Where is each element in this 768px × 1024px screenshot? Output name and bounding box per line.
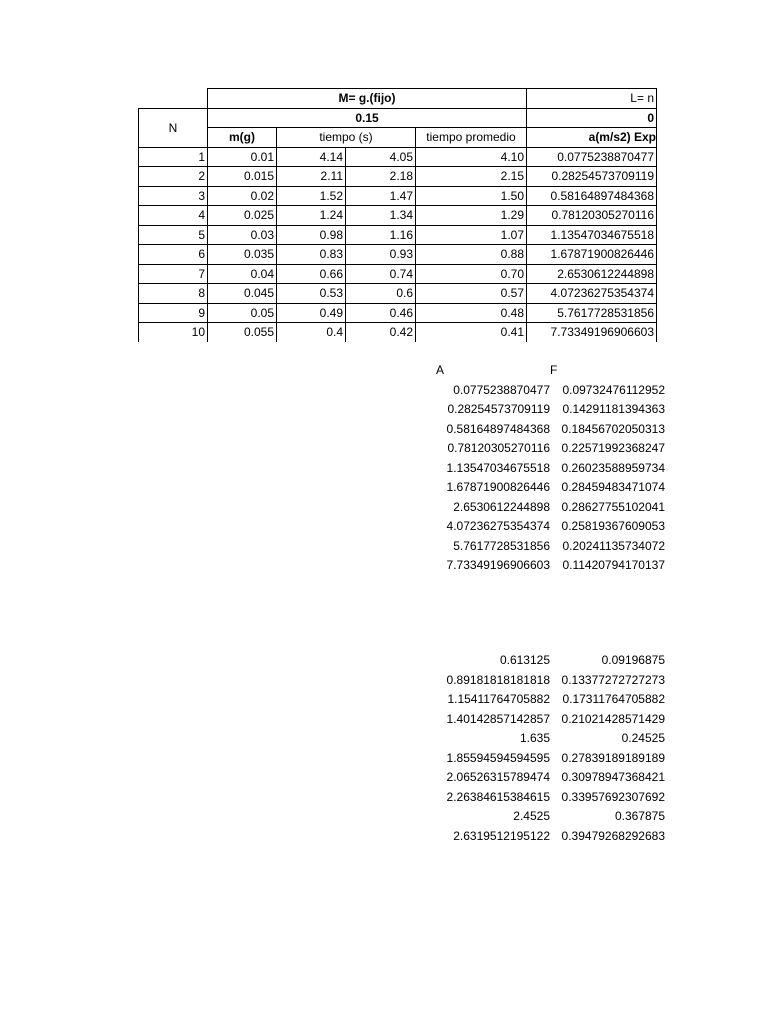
a-value: 2.6319512195122 bbox=[453, 828, 550, 843]
f-header: F bbox=[550, 363, 558, 377]
time-2-cell: 2.18 bbox=[346, 167, 416, 187]
time-1-cell: 0.98 bbox=[277, 225, 346, 245]
table-row bbox=[139, 167, 657, 187]
time-2-cell: 4.05 bbox=[346, 147, 416, 167]
table-row bbox=[139, 206, 657, 226]
f-value: 0.14291181394363 bbox=[562, 402, 665, 416]
a-value: 1.40142857142857 bbox=[446, 711, 550, 726]
a-f-row bbox=[420, 671, 665, 691]
table-row bbox=[139, 264, 657, 284]
empty-cell bbox=[139, 89, 208, 109]
a-value: 0.58164897484368 bbox=[446, 421, 550, 436]
time-column-header: tiempo (s) bbox=[277, 128, 416, 148]
table-row bbox=[139, 245, 657, 265]
avg-time-cell: 0.41 bbox=[416, 323, 527, 343]
a-header: A bbox=[436, 363, 445, 377]
f-value: 0.367875 bbox=[614, 809, 665, 823]
row-number-cell: 7 bbox=[139, 264, 208, 284]
table-header-row-1 bbox=[139, 89, 657, 109]
data-table bbox=[138, 88, 657, 342]
table-row bbox=[139, 225, 657, 245]
mass-cell: 0.055 bbox=[208, 323, 277, 343]
a-f-row bbox=[420, 420, 670, 440]
a-f-row bbox=[420, 537, 670, 557]
a-value: 1.67871900826446 bbox=[446, 480, 550, 494]
a-f-row bbox=[420, 478, 670, 498]
a-value: 0.613125 bbox=[499, 653, 550, 667]
a-value: 1.635 bbox=[519, 731, 550, 745]
mass-cell: 0.04 bbox=[208, 264, 277, 284]
a-f-row bbox=[420, 749, 665, 769]
row-number-cell: 1 bbox=[139, 147, 208, 167]
avg-time-cell: 0.88 bbox=[416, 245, 527, 265]
row-number-cell: 6 bbox=[139, 245, 208, 265]
length-value: 0 bbox=[527, 108, 657, 128]
time-2-cell: 1.34 bbox=[346, 206, 416, 226]
a-f-row bbox=[420, 439, 670, 459]
accel-cell: 0.28254573709119 bbox=[527, 167, 657, 187]
f-value: 0.09732476112952 bbox=[562, 382, 665, 397]
f-value: 0.24525 bbox=[621, 731, 665, 745]
accel-cell: 0.58164897484368 bbox=[527, 186, 657, 206]
table-row bbox=[139, 186, 657, 206]
table-row bbox=[139, 303, 657, 323]
mass-cell: 0.01 bbox=[208, 147, 277, 167]
f-value: 0.33957692307692 bbox=[561, 789, 665, 804]
a-f-row bbox=[420, 807, 665, 827]
a-value: 0.28254573709119 bbox=[447, 402, 550, 416]
row-number-cell: 2 bbox=[139, 167, 208, 187]
time-2-cell: 0.74 bbox=[346, 264, 416, 284]
a-f-row bbox=[420, 517, 670, 537]
avg-time-cell: 1.50 bbox=[416, 186, 527, 206]
time-2-cell: 1.47 bbox=[346, 186, 416, 206]
mass-cell: 0.035 bbox=[208, 245, 277, 265]
accel-cell: 1.67871900826446 bbox=[527, 245, 657, 265]
a-f-row bbox=[420, 651, 665, 671]
accel-cell: 5.7617728531856 bbox=[527, 303, 657, 323]
avg-time-cell: 1.29 bbox=[416, 206, 527, 226]
time-1-cell: 0.49 bbox=[277, 303, 346, 323]
a-value: 1.15411764705882 bbox=[447, 692, 550, 706]
mass-cell: 0.05 bbox=[208, 303, 277, 323]
a-value: 2.4525 bbox=[513, 809, 550, 823]
avg-time-cell: 1.07 bbox=[416, 225, 527, 245]
accel-cell: 0.0775238870477 bbox=[527, 147, 657, 167]
a-f-row bbox=[420, 729, 665, 749]
time-1-cell: 2.11 bbox=[277, 167, 346, 187]
a-f-row bbox=[420, 498, 670, 518]
row-number-cell: 9 bbox=[139, 303, 208, 323]
a-value: 0.78120305270116 bbox=[447, 441, 550, 455]
accel-cell: 2.6530612244898 bbox=[527, 264, 657, 284]
mass-cell: 0.025 bbox=[208, 206, 277, 226]
accel-cell: 0.78120305270116 bbox=[527, 206, 657, 226]
a-value: 2.26384615384615 bbox=[446, 789, 550, 804]
a-value: 7.73349196906603 bbox=[446, 558, 550, 572]
avg-time-column-header: tiempo promedio bbox=[416, 128, 527, 148]
table-row bbox=[139, 147, 657, 167]
data-table-region bbox=[138, 88, 667, 342]
table-header-row-2 bbox=[139, 108, 657, 128]
a-f-row bbox=[420, 381, 670, 401]
time-2-cell: 1.16 bbox=[346, 225, 416, 245]
a-value: 2.6530612244898 bbox=[453, 499, 550, 514]
a-f-row bbox=[420, 710, 665, 730]
f-value: 0.21021428571429 bbox=[561, 711, 665, 726]
time-2-cell: 0.42 bbox=[346, 323, 416, 343]
a-f-row bbox=[420, 827, 665, 847]
f-value: 0.17311764705882 bbox=[562, 692, 665, 706]
a-f-block-2 bbox=[420, 651, 665, 846]
mass-header: M= g.(fijo) bbox=[208, 89, 527, 109]
row-number-cell: 4 bbox=[139, 206, 208, 226]
f-value: 0.28459483471074 bbox=[561, 480, 665, 494]
time-1-cell: 4.14 bbox=[277, 147, 346, 167]
row-number-cell: 3 bbox=[139, 186, 208, 206]
f-value: 0.25819367609053 bbox=[561, 519, 665, 533]
time-1-cell: 0.83 bbox=[277, 245, 346, 265]
a-value: 1.85594594594595 bbox=[446, 750, 550, 765]
time-2-cell: 0.46 bbox=[346, 303, 416, 323]
a-value: 4.07236275354374 bbox=[446, 519, 550, 533]
f-value: 0.27839189189189 bbox=[561, 750, 665, 765]
n-column-header: N bbox=[139, 108, 208, 147]
a-f-header-row bbox=[420, 361, 670, 381]
f-value: 0.22571992368247 bbox=[561, 441, 665, 455]
mass-cell: 0.045 bbox=[208, 284, 277, 304]
row-number-cell: 5 bbox=[139, 225, 208, 245]
accel-column-header: a(m/s2) Exp bbox=[527, 128, 657, 148]
length-header: L= n bbox=[527, 89, 657, 109]
mass-cell: 0.03 bbox=[208, 225, 277, 245]
table-header-row-3 bbox=[139, 128, 657, 148]
f-value: 0.13377272727273 bbox=[561, 672, 665, 687]
a-f-row bbox=[420, 400, 670, 420]
table-row bbox=[139, 323, 657, 343]
a-value: 2.06526315789474 bbox=[446, 770, 550, 784]
f-value: 0.30978947368421 bbox=[561, 770, 665, 784]
accel-cell: 1.13547034675518 bbox=[527, 225, 657, 245]
a-value: 0.0775238870477 bbox=[453, 382, 550, 397]
avg-time-cell: 0.57 bbox=[416, 284, 527, 304]
time-2-cell: 0.6 bbox=[346, 284, 416, 304]
avg-time-cell: 0.70 bbox=[416, 264, 527, 284]
time-1-cell: 0.4 bbox=[277, 323, 346, 343]
a-f-row bbox=[420, 459, 670, 479]
row-number-cell: 10 bbox=[139, 323, 208, 343]
avg-time-cell: 4.10 bbox=[416, 147, 527, 167]
mass-value: 0.15 bbox=[208, 108, 527, 128]
f-value: 0.11420794170137 bbox=[562, 558, 665, 572]
f-value: 0.20241135734072 bbox=[562, 538, 665, 553]
a-f-block-1 bbox=[420, 361, 670, 576]
f-value: 0.28627755102041 bbox=[561, 499, 665, 514]
mass-cell: 0.02 bbox=[208, 186, 277, 206]
accel-cell: 4.07236275354374 bbox=[527, 284, 657, 304]
f-value: 0.09196875 bbox=[601, 653, 665, 667]
a-value: 5.7617728531856 bbox=[453, 538, 550, 553]
mass-column-header: m(g) bbox=[208, 128, 277, 148]
a-f-row bbox=[420, 690, 665, 710]
row-number-cell: 8 bbox=[139, 284, 208, 304]
f-value: 0.39479268292683 bbox=[561, 828, 665, 843]
a-value: 0.89181818181818 bbox=[446, 672, 550, 687]
a-f-row bbox=[420, 556, 670, 576]
table-row bbox=[139, 284, 657, 304]
time-1-cell: 0.66 bbox=[277, 264, 346, 284]
time-1-cell: 1.52 bbox=[277, 186, 346, 206]
avg-time-cell: 2.15 bbox=[416, 167, 527, 187]
time-1-cell: 1.24 bbox=[277, 206, 346, 226]
time-2-cell: 0.93 bbox=[346, 245, 416, 265]
f-value: 0.26023588959734 bbox=[561, 460, 665, 475]
mass-cell: 0.015 bbox=[208, 167, 277, 187]
accel-cell: 7.73349196906603 bbox=[527, 323, 657, 343]
a-f-row bbox=[420, 788, 665, 808]
time-1-cell: 0.53 bbox=[277, 284, 346, 304]
a-f-row bbox=[420, 768, 665, 788]
avg-time-cell: 0.48 bbox=[416, 303, 527, 323]
f-value: 0.18456702050313 bbox=[561, 421, 665, 436]
a-value: 1.13547034675518 bbox=[446, 460, 550, 475]
